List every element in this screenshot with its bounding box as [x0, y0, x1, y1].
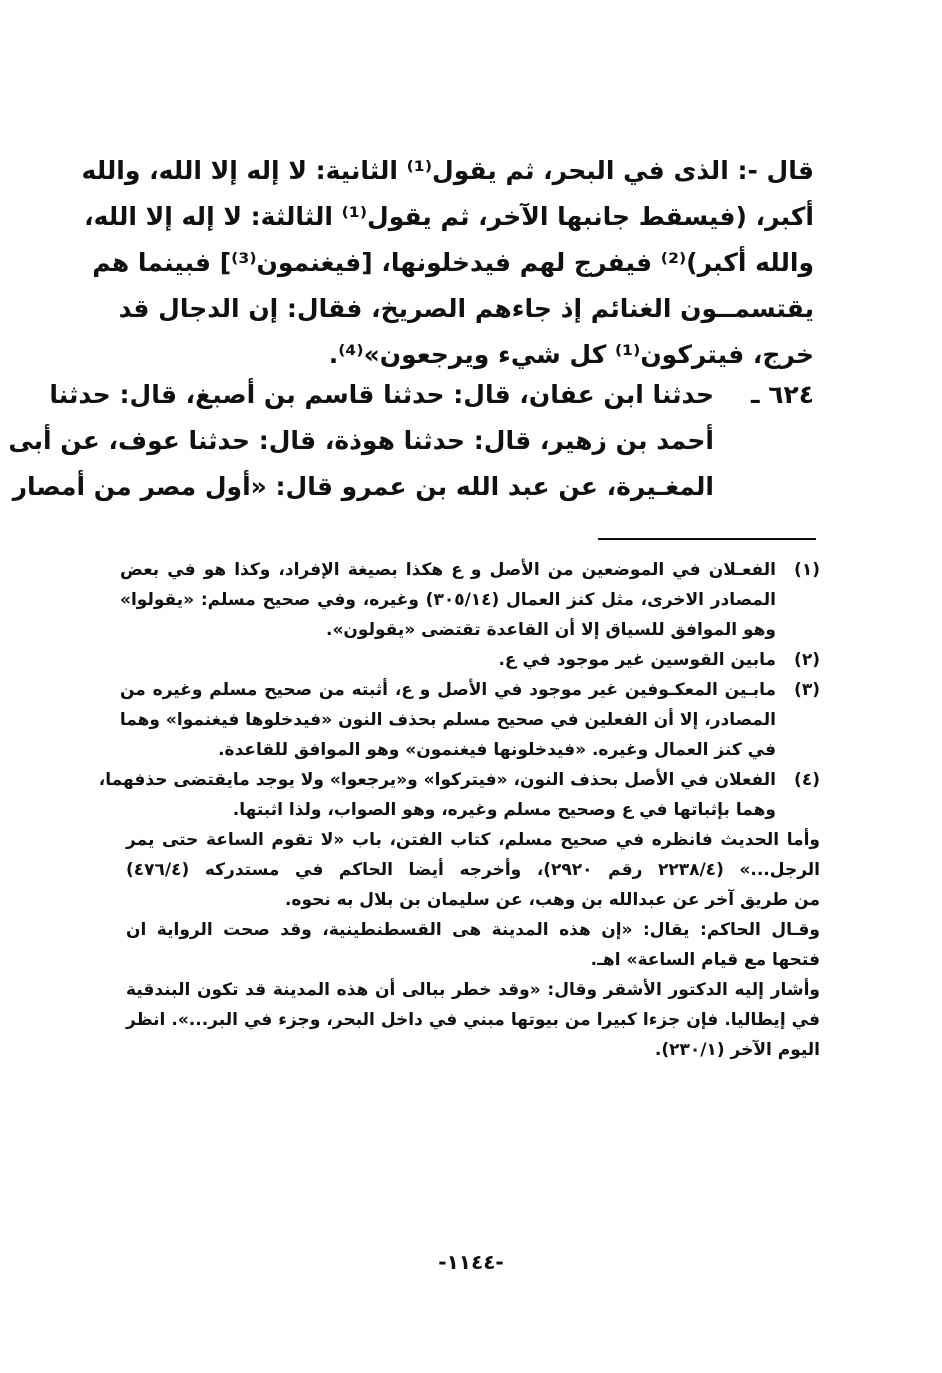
commentary-line: الرجل...» (٢٢٣٨/٤ رقم ٢٩٢٠)، وأخرجه أيضا الحاكم في مستدركه (٤٧٦/٤) [126, 860, 820, 880]
footnote-line: مابـين المعكـوفين غير موجود في الأصل و ع، أثبته من صحيح مسلم وغيره من [120, 680, 776, 700]
footnote-separator [598, 538, 816, 540]
footnote-line: المصادر الاخرى، مثل كنز العمال (٣٠٥/١٤) وغيره، وفي صحيح مسلم: «يقولوا» [120, 590, 777, 610]
commentary-line: وقـال الحاكم: يقال: «إن هذه المدينة هى القسطنطينية، وقد صحت الرواية ان [126, 920, 820, 940]
footnote-body [120, 555, 776, 645]
commentary-paragraph [126, 975, 820, 1065]
footnote-line: مابين القوسين غير موجود في ع. [498, 650, 776, 670]
footnote-3 [120, 675, 820, 765]
footnote-2 [120, 645, 820, 675]
main-text-line: يقتسمــون الغنائم إذ جاءهم الصريخ، فقال: إن الدجال قد [118, 294, 814, 323]
hadith-line: المغـيرة، عن عبد الله بن عمرو قال: «أول مصر من أمصار [12, 472, 714, 501]
commentary-line: فتحها مع قيام الساعة» اهـ. [590, 950, 820, 970]
hadith-block [8, 372, 814, 510]
footnote-line: في كنز العمال وغيره. «فيدخلونها فيغنمون» وهو الموافق للقاعدة. [218, 740, 776, 760]
page-number: -١١٤٤- [438, 1250, 504, 1274]
main-text-block [81, 148, 814, 378]
commentary-line: في إيطاليا. فإن جزءا كبيرا من بيوتها مبني في داخل البحر، وجزء في البر...». انظر [126, 1010, 820, 1030]
footnote-line: الفعـلان في الموضعين من الأصل و ع هكذا بصيغة الإفراد، وكذا هو في بعض [120, 560, 776, 580]
footnote-number: (١) [794, 560, 820, 580]
footnote-number: (٣) [794, 680, 820, 700]
footnote-line: وهما بإثباتها في ع وصحيح مسلم وغيره، وهو الصواب، ولذا اثبتها. [232, 800, 776, 820]
footnotes-section [98, 555, 820, 1065]
footnote-number: (٢) [794, 650, 820, 670]
commentary-line: اليوم الآخر (٢٣٠/١). [654, 1040, 820, 1060]
footnote-body [120, 675, 776, 765]
main-text-line: والله أكبر)⁽²⁾ فيفرج لهم فيدخلونها، [فيغنمون⁽³⁾] فبينما هم [92, 248, 814, 277]
footnote-line: الفعلان في الأصل بحذف النون، «فيتركوا» و«يرجعوا» ولا يوجد مايقتضى حذفهما، [98, 770, 776, 790]
commentary-line: من طريق آخر عن عبدالله بن وهب، عن سليمان بن بلال به نحوه. [284, 890, 820, 910]
hadith-text [8, 372, 714, 510]
footnote-1 [120, 555, 820, 645]
commentary-line: وأشار إليه الدكتور الأشقر وقال: «وقد خطر ببالى أن هذه المدينة قد تكون البندقية [126, 980, 820, 1000]
footnote-line: المصادر، إلا أن الفعلين في صحيح مسلم بحذف النون «فيدخلوها فيغنموا» وهما [119, 710, 776, 730]
hadith-line: أحمد بن زهير، قال: حدثنا هوذة، قال: حدثنا عوف، عن أبى [8, 426, 714, 455]
main-text-line: قال -: الذى في البحر، ثم يقول⁽¹⁾ الثانية: لا إله إلا الله، والله [81, 156, 814, 185]
footnote-line: وهو الموافق للسياق إلا أن القاعدة تقتضى «يقولون». [325, 620, 776, 640]
hadith-row [8, 372, 814, 510]
main-text-line: أكبر، (فيسقط جانبها الآخر، ثم يقول⁽¹⁾ الثالثة: لا إله إلا الله، [84, 202, 814, 231]
hadith-line: حدثنا ابن عفان، قال: حدثنا قاسم بن أصبغ، قال: حدثنا [49, 380, 714, 409]
commentary-paragraph [126, 915, 820, 975]
footnote-body [120, 645, 776, 675]
hadith-number: ٦٢٤ ـ [750, 380, 814, 409]
footnote-number: (٤) [794, 770, 820, 790]
main-text-line: خرج، فيتركون⁽¹⁾ كل شيء ويرجعون»⁽⁴⁾. [328, 340, 814, 369]
commentary-line: وأما الحديث فانظره في صحيح مسلم، كتاب الفتن، باب «لا تقوم الساعة حتى يمر [126, 830, 820, 850]
footnote-4 [98, 765, 820, 825]
commentary-paragraph [126, 825, 820, 915]
footnote-body [98, 765, 776, 825]
